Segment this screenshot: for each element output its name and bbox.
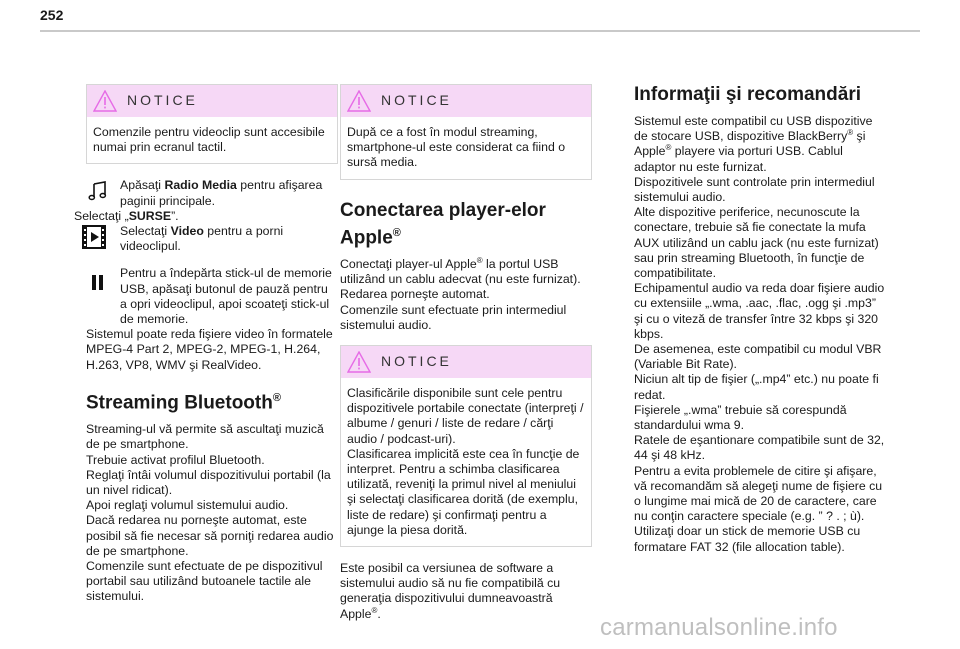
notice-box: [86, 84, 338, 164]
music-note-icon: [86, 180, 110, 202]
notice-box: [340, 345, 592, 547]
notice-header: [341, 346, 591, 378]
notice-title: NOTICE: [381, 92, 452, 109]
step-text: pentru afişarea paginii principale.: [120, 178, 323, 208]
remove-usb-text: Pentru a îndepărta stick-ul de memorie USB, apăsaţi butonul de pauză pentru a opri videoclipul, apoi scoateţi stick-ul de memorie.: [120, 266, 332, 327]
software-compat-text: Este posibil ca versiunea de software a sistemului audio să nu fie compatibilă cu generaţia dispozitivului dumneavoastră Apple®.: [340, 560, 561, 621]
notice-header: [341, 85, 591, 117]
bluetooth-text: Streaming-ul vă permite să ascultaţi muzică de pe smartphone. Trebuie activat profilul Bluetooth. Reglaţi întâi volumul dispozitivului portabil (la un nivel ridicat). Apoi reglaţi volumul sistemului audio. Dacă redarea nu porneşte automat, este posibil să fie necesar să porniţi redarea audio de pe smartphone. Comenzile sunt efectuate de pe dispozitivul portabil sau utilizând butoanele tactile ale sistemului.: [86, 422, 334, 604]
select-source-text: Selectaţi „SURSE”.: [74, 208, 179, 223]
notice-title: NOTICE: [381, 353, 452, 370]
notice-box: [340, 84, 592, 180]
column-right: [634, 84, 886, 555]
info-heading: Informaţii şi recomandări: [634, 84, 862, 105]
radio-media-label: Radio Media: [164, 178, 237, 193]
video-formats-text: Sistemul poate reda fişiere video în formatele MPEG-4 Part 2, MPEG-2, MPEG-1, H.264, H.263, VP8, WMV şi RealVideo.: [86, 327, 333, 372]
notice-text: Comenzile pentru videoclip sunt accesibile numai prin ecranul tactil.: [93, 125, 325, 155]
apple-connect-text: Conectaţi player-ul Apple® la portul USB utilizând un cablu adecvat (nu este furnizat). Redarea porneşte automat. Comenzile sunt efectuate prin intermediul sistemului audio.: [340, 255, 581, 332]
warning-icon: [93, 90, 117, 112]
radio-media-step: [86, 178, 338, 208]
warning-icon: [347, 90, 371, 112]
info-text: Sistemul este compatibil cu USB dispozitive de stocare USB, dispozitive BlackBerry® şi Apple® playere via porturi USB. Cablul adaptor nu este furnizat. Dispozitivele sunt controlate prin intermediul sistemului audio. Alte dispozitive periferice, necunoscute la conectare, trebuie să fie conectate la mufa AUX utilizând un cablu jack (nu este furnizat) sau prin streaming Bluetooth, în funcţie de compatibilitate. Echipamentul audio va reda doar fişiere audio cu extensiile „.wma, .aac, .flac, .ogg şi .mp3” şi cu o viteză de transfer între 32 kbps şi 320 kbps. De asemenea, este compatibil cu modul VBR (Variable Bit Rate). Niciun alt tip de fişier („.mp4” etc.) nu poate fi redat. Fişierele „.wma” trebuie să corespundă standardului wma 9. Ratele de eşantionare compatibile sunt de 32, 44 şi 48 kHz. Pentru a evita problemele de citire şi afişare, vă recomandăm să alegeţi nume de fişiere cu o lungime mai mică de 20 de caractere, care nu conţin caractere speciale (e.g. ” ? . ; ù). Utilizaţi doar un stick de memorie USB cu formatare FAT 32 (file allocation table).: [634, 114, 885, 554]
video-step: Selectaţi Video pentru a porni videoclipul.: [86, 224, 338, 254]
notice-title: NOTICE: [127, 92, 198, 109]
column-middle: [340, 84, 592, 622]
remove-usb-step: [86, 266, 338, 327]
pause-icon: [86, 272, 110, 294]
notice-header: [87, 85, 337, 117]
step-text: Apăsaţi: [120, 178, 165, 193]
surse-label: SURSE: [128, 208, 172, 223]
notice-text: Clasificările disponibile sunt cele pentru dispozitivele portabile conectate (interpreţi / albume / genuri / liste de redare / cărţi audio / podcast-uri). Clasificarea implicită este cea în funcţie de interpret. Pentru a schimba clasificarea utilizată, reveniţi la primul nivel al meniului şi selectaţi clasificarea dorită (de exemplu, liste de redare) şi confirmaţi pentru a ajunge la piesa dorită.: [347, 385, 584, 537]
video-film-icon: [80, 222, 110, 252]
watermark: carmanualsonline.info: [600, 614, 838, 641]
video-label: Video: [170, 224, 204, 239]
apple-heading: Conectarea player-elor Apple®: [340, 199, 546, 248]
notice-text: După ce a fost în modul streaming, smartphone-ul este considerat ca fiind o sursă media.: [347, 125, 566, 170]
bluetooth-heading: Streaming Bluetooth®: [86, 391, 281, 414]
header-rule: [40, 30, 920, 32]
column-left: [74, 84, 338, 605]
warning-icon: [347, 351, 371, 373]
page-number: 252: [40, 7, 64, 23]
